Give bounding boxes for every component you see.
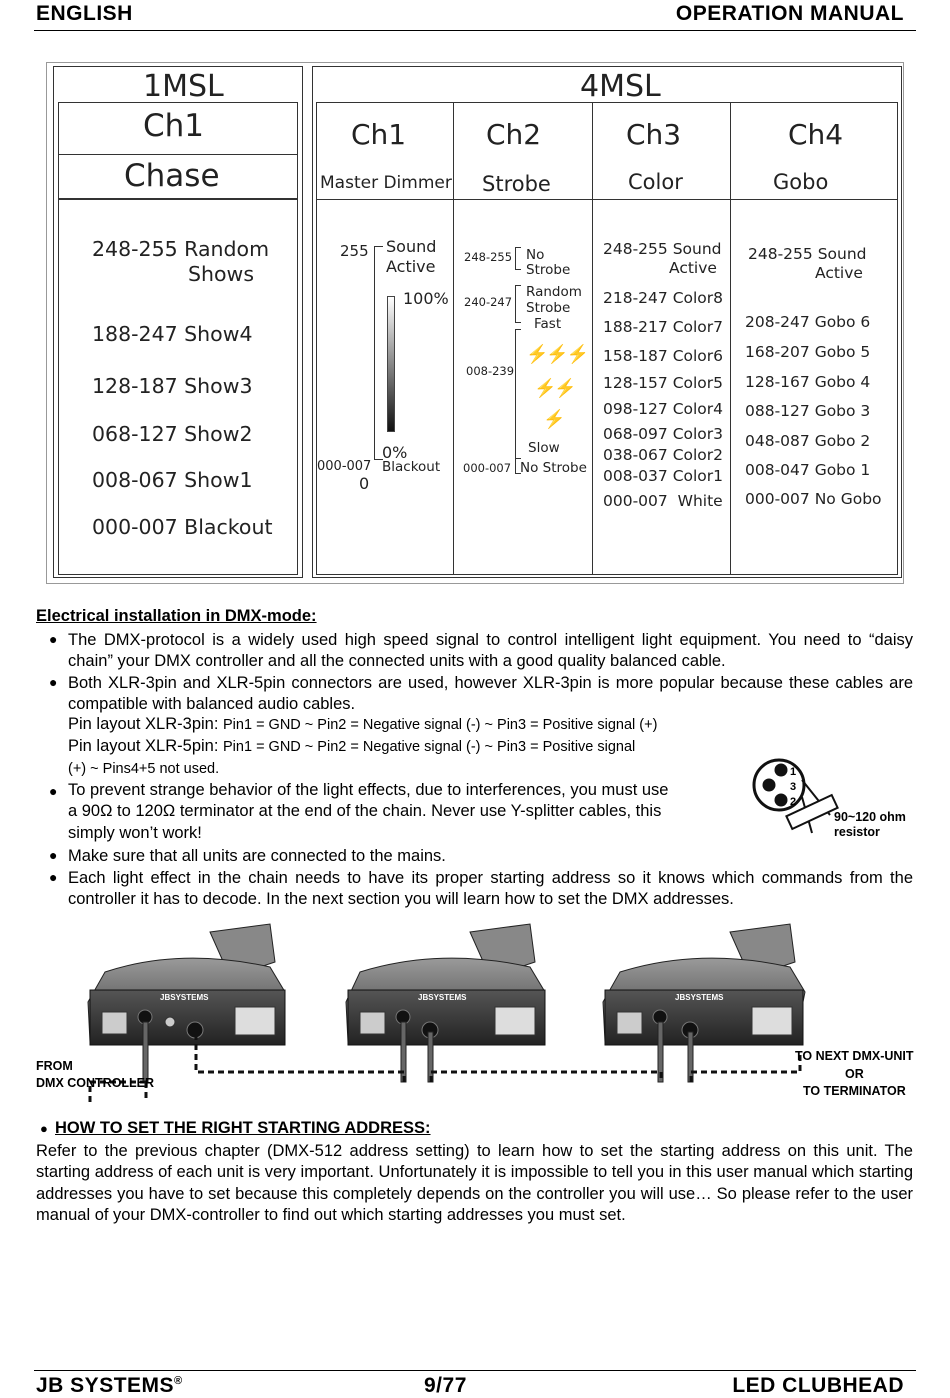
pin-layout-5	[68, 737, 635, 756]
4msl-ch4: Ch4	[788, 118, 844, 151]
clubhead-unit	[88, 924, 285, 1082]
color-value: 098-127 Color4	[603, 400, 724, 418]
pin3-label: Pin layout XLR-3pin:	[68, 715, 224, 733]
bolt-icon: ⚡	[543, 409, 566, 429]
strobe-nostrobe: No Strobe	[520, 460, 587, 476]
dmx-bullet-3a: To prevent strange behavior of the light effects, due to interferences, you must use	[68, 781, 669, 799]
dmx-bullet-5: Each light effect in the chain needs to have its proper starting address so it knows which commands from the controller it has to decode. In the next section you will learn how to set the DMX addresses.	[68, 869, 913, 909]
dmx-bullet-4: Make sure that all units are connected to the mains.	[68, 847, 446, 865]
color-value: 158-187 Color6	[603, 347, 724, 365]
1msl-channel: Ch1	[143, 108, 205, 144]
strobe-slow: Slow	[528, 440, 560, 456]
function-strobe: Strobe	[482, 172, 551, 196]
gobo-value: 128-167 Gobo 4	[745, 373, 871, 391]
pin-layout-3	[68, 715, 657, 734]
pin-label: 2	[790, 796, 797, 808]
pin-label: 1	[790, 766, 797, 778]
gobo-value: 208-247 Gobo 6	[745, 313, 871, 331]
pin5-text-2: (+) ~ Pins4+5 not used.	[68, 761, 220, 777]
dimmer-active: Active	[386, 257, 436, 276]
color-value: 068-097 Color3	[603, 425, 724, 443]
strobe-random-strobe: Strobe	[526, 300, 571, 316]
pin-dot	[775, 764, 788, 777]
gobo-value: 248-255 Sound	[748, 245, 867, 263]
header-language: ENGLISH	[36, 2, 133, 25]
strobe-fast: Fast	[534, 316, 562, 332]
daisy-chain-diagram	[30, 922, 920, 1107]
clubhead-unit	[603, 924, 805, 1082]
color-value: 000-007 White	[603, 492, 723, 510]
dmx-cable-line	[691, 1054, 800, 1082]
footer-page-number: 9/77	[424, 1374, 467, 1397]
header-title: OPERATION MANUAL	[675, 2, 904, 25]
bolt-icon: ⚡⚡⚡	[526, 344, 588, 364]
strobe-range: 248-255	[464, 250, 513, 264]
dmx-cable-line	[431, 1072, 661, 1082]
unit-brand-plate: JBSYSTEMS	[675, 993, 724, 1002]
dmx-bullet-1: The DMX-protocol is a widely used high speed signal to control intelligent light equipment. You need to “daisy chain” your DMX controller and all the connected units with a good quality balanced cable.	[68, 631, 913, 671]
color-value: 248-255 Sound	[603, 240, 722, 258]
header-rule	[34, 30, 916, 31]
chase-value: 128-187 Show3	[92, 374, 253, 398]
gobo-value: 008-047 Gobo 1	[745, 461, 871, 479]
dimmer-bracket	[374, 246, 383, 460]
4msl-ch2: Ch2	[486, 118, 542, 151]
mode-1msl: 1MSL	[143, 69, 224, 104]
xlr-terminator-figure	[752, 755, 922, 850]
chase-value: 188-247 Show4	[92, 322, 253, 346]
chase-value: 068-127 Show2	[92, 422, 253, 446]
gobo-value: 168-207 Gobo 5	[745, 343, 871, 361]
pin5-text: Pin1 = GND ~ Pin2 = Negative signal (-) ~ Pin3 = Positive signal	[223, 739, 636, 755]
pin-dot	[775, 794, 788, 807]
bullet: ●	[49, 783, 58, 799]
color-value: 218-247 Color8	[603, 289, 724, 307]
bullet: ●	[40, 1121, 48, 1136]
dimmer-range: 000-007	[317, 459, 372, 474]
footer-product: LED CLUBHEAD	[732, 1374, 904, 1397]
chase-value: Shows	[188, 262, 254, 286]
strobe-range: 000-007	[463, 461, 512, 475]
4msl-ch1: Ch1	[351, 118, 407, 151]
color-value: Active	[669, 259, 717, 277]
chase-value: 248-255 Random	[92, 237, 270, 261]
dimmer-top: 255	[340, 242, 369, 260]
function-dimmer: Master Dimmer	[320, 173, 452, 193]
dmx-bullet-3c: simply won’t work!	[68, 824, 202, 842]
gobo-value: Active	[815, 264, 863, 282]
pin3-text: Pin1 = GND ~ Pin2 = Negative signal (-) ~ Pin3 = Positive signal (+)	[223, 717, 658, 733]
to-label: TO TERMINATOR	[803, 1084, 906, 1098]
dimmer-0pct: 0%	[382, 443, 408, 462]
unit-brand-plate: JBSYSTEMS	[418, 993, 467, 1002]
to-label: TO NEXT DMX-UNIT	[795, 1049, 914, 1063]
section-title-address: HOW TO SET THE RIGHT STARTING ADDRESS:	[55, 1119, 431, 1137]
color-value: 008-037 Color1	[603, 467, 724, 485]
bullet: ●	[49, 674, 58, 690]
footer-brand	[36, 1374, 183, 1398]
dmx-bullet-2: Both XLR-3pin and XLR-5pin connectors are used, however XLR-3pin is more popular because these cables are compatible with balanced audio cables.	[68, 674, 913, 714]
resistor-label: resistor	[834, 825, 880, 839]
footer-rule	[34, 1370, 916, 1371]
strobe-range: 008-239	[466, 364, 515, 378]
bullet: ●	[49, 869, 58, 885]
color-value: 038-067 Color2	[603, 446, 724, 464]
pin-label: 3	[790, 781, 797, 793]
from-label: DMX CONTROLLER	[36, 1076, 155, 1090]
color-value: 128-157 Color5	[603, 374, 724, 392]
gobo-value: 048-087 Gobo 2	[745, 432, 871, 450]
section-title-dmx: Electrical installation in DMX-mode:	[36, 607, 317, 625]
dmx-bullet-3b: a 90Ω to 120Ω terminator at the end of the chain. Never use Y-splitter cables, this	[68, 802, 662, 820]
bolt-icon: ⚡⚡	[534, 378, 575, 398]
dimmer-blackout: Blackout	[382, 459, 441, 475]
chase-value: 008-067 Show1	[92, 468, 253, 492]
color-value: 188-217 Color7	[603, 318, 724, 336]
dimmer-sound: Sound	[386, 237, 437, 256]
resistor-label: 90~120 ohm	[834, 810, 906, 824]
dimmer-100: 100%	[403, 289, 449, 308]
strobe-no-strobe: Strobe	[526, 262, 571, 278]
chase-value: 000-007 Blackout	[92, 515, 273, 539]
strobe-random: Random	[526, 284, 582, 300]
dimmer-gradient-bar	[387, 296, 395, 432]
strobe-no: No	[526, 247, 545, 263]
pin5-label: Pin layout XLR-5pin:	[68, 737, 224, 755]
gobo-value: 088-127 Gobo 3	[745, 402, 871, 420]
strobe-range: 240-247	[464, 295, 513, 309]
dimmer-zero: 0	[359, 474, 370, 493]
mode-4msl: 4MSL	[580, 69, 661, 104]
pin-dot	[763, 779, 776, 792]
function-gobo: Gobo	[773, 170, 829, 194]
function-color: Color	[628, 170, 683, 194]
bullet: ●	[49, 847, 58, 863]
4msl-ch3: Ch3	[626, 118, 682, 151]
clubhead-unit	[346, 924, 545, 1082]
bullet: ●	[49, 631, 58, 647]
address-paragraph: Refer to the previous chapter (DMX-512 address setting) to learn how to set the starting address on this unit. The starting address of each unit is very important. Unfortunately it is impossible to tell you in this user manual which starting addresses you have to set because this completely depends on the controller you will use… So please refer to the user manual of your DMX-controller to find out which starting addresses you must set.	[36, 1142, 913, 1224]
to-label: OR	[845, 1067, 864, 1081]
gobo-value: 000-007 No Gobo	[745, 490, 882, 508]
footer-brand-text: JB SYSTEMS	[36, 1374, 175, 1397]
from-label: FROM	[36, 1059, 73, 1073]
footer-reg-mark: ®	[174, 1375, 183, 1387]
channel-table	[46, 62, 904, 584]
unit-brand-plate: JBSYSTEMS	[160, 993, 209, 1002]
1msl-function: Chase	[124, 158, 220, 194]
